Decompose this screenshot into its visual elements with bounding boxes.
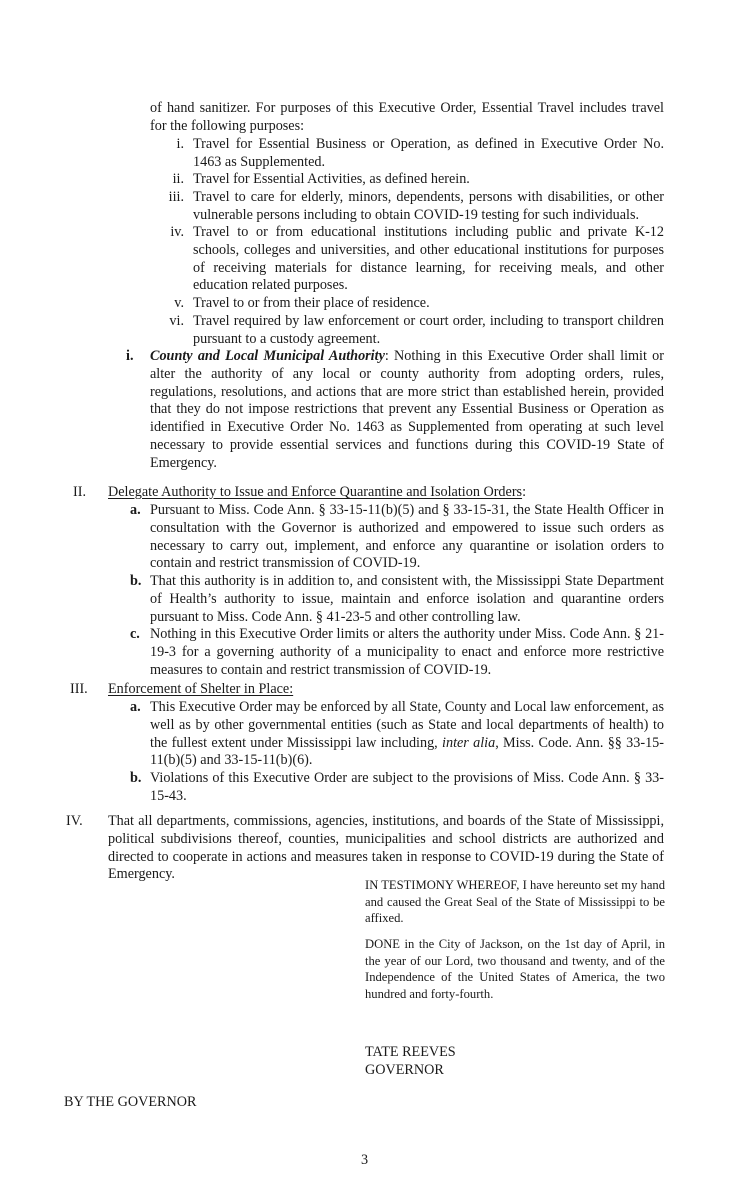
section-marker: IV. (66, 813, 83, 829)
item-text-before: This Executive Order may be enforced by all State, County and Local law enforcement, as well as by other governmental entities (such as State and local departments of health) to the fullest extent under Mississippi law including, (150, 699, 664, 751)
item-text-after: , Miss. Code. Ann. §§ 33-15-11(b)(5) and 33-15-11(b)(6). (150, 734, 664, 769)
section-body (150, 348, 664, 472)
section-cooperation (66, 813, 664, 884)
item-marker: b. (130, 573, 142, 589)
travel-item (150, 313, 664, 349)
travel-item-text: Travel to care for elderly, minors, dependents, persons with disabilities, or other vulnerable persons including to obtain COVID-19 testing for such individuals. (193, 189, 664, 223)
section-item (130, 573, 664, 626)
page-number: 3 (361, 1152, 369, 1168)
item-text: Nothing in this Executive Order limits or alters the authority under Miss. Code Ann. § 21-19-3 for a governing authority of a municipality to enact and enforce more restrictive measures to contain and restrict transmission of COVID-19. (150, 626, 664, 678)
section-title: County and Local Municipal Authority (150, 348, 385, 364)
travel-item-text: Travel for Essential Activities, as defined herein. (193, 171, 470, 187)
section-marker: III. (70, 681, 88, 697)
list-marker: iii. (168, 189, 184, 205)
travel-item (150, 189, 664, 225)
section-heading-suffix: : (522, 484, 527, 500)
item-text: Pursuant to Miss. Code Ann. § 33-15-11(b)(5) and § 33-15-31, the State Health Officer in consultation with the Governor is authorized and empowered to issue such orders as necessary to carry out, implement, and enforce any quarantine or isolation orders to contain and restrict transmission of COVID-19. (150, 502, 664, 572)
done-paragraph: DONE in the City of Jackson, on the 1st day of April, in the year of our Lord, two thousand and twenty, and of the Independence of the United States of America, the two hundred and forty-fourth. (365, 937, 665, 1001)
travel-item-text: Travel to or from their place of residence. (193, 295, 430, 311)
signatory-name: TATE REEVES (365, 1044, 456, 1060)
list-marker: v. (174, 295, 184, 311)
travel-item-text: Travel for Essential Business or Operation, as defined in Executive Order No. 1463 as Supplemented. (193, 136, 664, 170)
item-marker: a. (130, 699, 141, 715)
section-heading-text: Enforcement of Shelter in Place: (108, 681, 294, 697)
section-heading-text: Delegate Authority to Issue and Enforce Quarantine and Isolation Orders (108, 484, 523, 500)
signatory-title: GOVERNOR (365, 1061, 444, 1078)
item-text (150, 699, 664, 770)
section-marker: II. (73, 484, 86, 500)
travel-item (150, 171, 664, 189)
list-marker: ii. (172, 171, 184, 187)
section-heading (108, 681, 664, 699)
section-item (130, 699, 664, 770)
signature-block (365, 1044, 456, 1080)
list-marker: vi. (169, 313, 184, 329)
travel-item (150, 224, 664, 295)
travel-item (150, 136, 664, 172)
item-marker: c. (130, 626, 140, 642)
section-delegate-authority (73, 484, 664, 502)
intro-paragraph: of hand sanitizer. For purposes of this Executive Order, Essential Travel includes travel for the following purposes: (150, 100, 664, 134)
item-marker: a. (130, 502, 141, 518)
section-enforcement (70, 681, 664, 699)
item-text: That this authority is in addition to, and consistent with, the Mississippi State Department of Health’s authority to issue, maintain and enforce isolation and quarantine orders pursuant to Miss. Code Ann. § 41-23-5 and other controlling law. (150, 573, 664, 625)
list-marker: iv. (170, 224, 184, 240)
travel-item (150, 295, 664, 313)
section-item (130, 626, 664, 679)
item-marker: b. (130, 770, 142, 786)
list-marker: i. (176, 136, 184, 152)
section-heading (108, 484, 664, 502)
section-item (130, 770, 664, 806)
section-text: : Nothing in this Executive Order shall limit or alter the authority of any local or county authority from adopting orders, rules, regulations, resolutions, and actions that are more strict than established herein, provided that they do not impose restrictions that prevent any Essential Business or Operation as identified in Executive Order No. 1463 as Supplemented from operating at such level necessary to provide essential services and functions during this COVID-19 State of Emergency. (150, 348, 664, 471)
travel-item-text: Travel required by law enforcement or court order, including to transport children pursuant to a custody agreement. (193, 313, 664, 347)
section-item (130, 502, 664, 573)
item-text-italic: inter alia (442, 734, 496, 751)
section-marker: i. (126, 348, 134, 364)
item-text: Violations of this Executive Order are subject to the provisions of Miss. Code Ann. § 33-15-43. (150, 770, 664, 804)
section-body: That all departments, commissions, agencies, institutions, and boards of the State of Mississippi, political subdivisions thereof, counties, municipalities and school districts are authorized and directed to cooperate in actions and measures taken in response to COVID-19 during the State of Emergency. (108, 813, 664, 883)
by-the-governor: BY THE GOVERNOR (64, 1094, 197, 1110)
travel-item-text: Travel to or from educational institutions including public and private K-12 schools, colleges and universities, and other educational institutions for purposes of receiving materials for distance learning, for receiving meals, and other education related purposes. (193, 224, 664, 294)
section-county-local-authority (126, 348, 664, 472)
testimony-paragraph: IN TESTIMONY WHEREOF, I have hereunto set my hand and caused the Great Seal of the State of Mississippi to be affixed. (365, 878, 665, 926)
